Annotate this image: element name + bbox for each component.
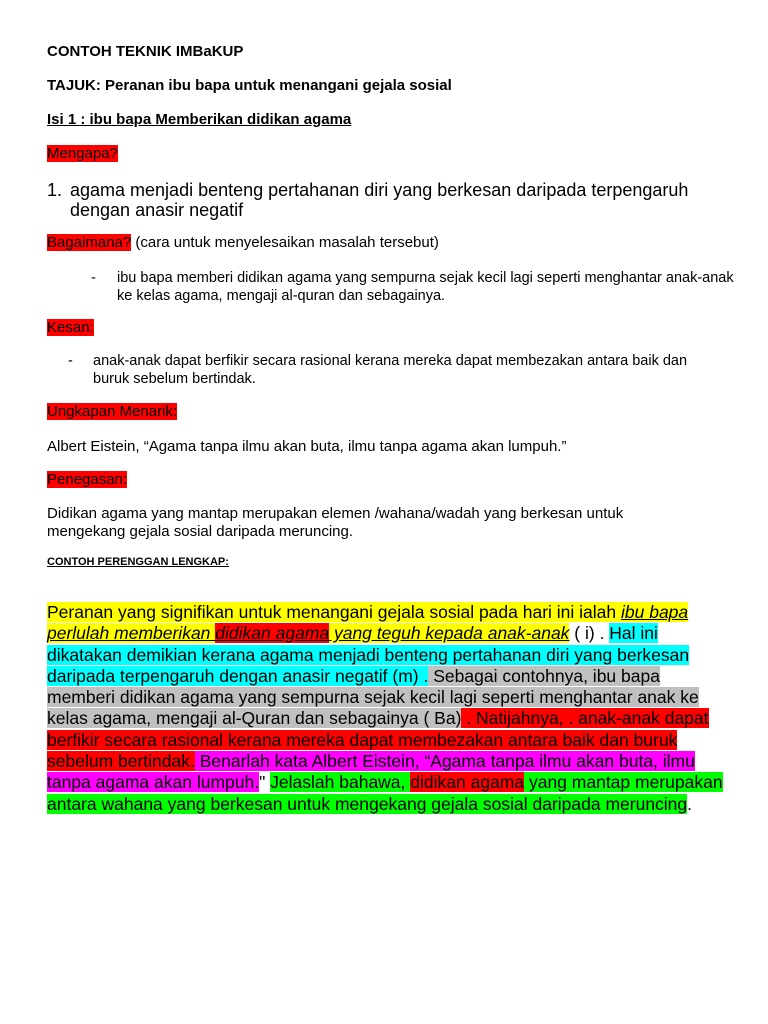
paragraph-reason: kerana agama menjadi benteng pertahanan diri yang berkesan daripada terpengaruh dengan anasir negatif (m) . [47,644,690,686]
paragraph-main-idea-end: yang teguh kepada anak-anak [329,623,570,644]
isi-heading: Isi 1 : ibu bapa Memberikan didikan agama [47,111,352,128]
point-number: 1. [47,180,63,200]
kesan-section [47,319,94,337]
bagaimana-label: Bagaimana? [47,234,132,251]
kesan-item-text: anak-anak dapat berfikir secara rasional kerana mereka dapat membezakan antara baik dan buruk sebelum bertindak. [93,353,688,387]
complete-paragraph [47,602,727,815]
dash-bullet: - [91,270,96,286]
paragraph-main-idea: ibu bapa perlulah memberikan [47,602,689,644]
paragraph-quote: Benarlah kata Albert Eistein, “Agama tanpa ilmu akan buta, ilmu tanpa agama akan lumpuh. [47,751,695,793]
dash-bullet: - [68,353,73,369]
bagaimana-item [91,269,768,309]
ungkapan-label: Ungkapan Menarik: [47,403,178,420]
kesan-item [68,352,758,392]
paragraph-conclusion: yang mantap merupakan antara wahana yang berkesan untuk mengekang gejala sosial daripada meruncing [47,772,723,814]
paragraph-quote-close: " [259,772,271,793]
contoh-heading: CONTOH PERENGGAN LENGKAP: [47,556,229,568]
mengapa-section [47,145,118,163]
ungkapan-section [47,403,177,421]
tajuk-heading: TAJUK: Peranan ibu bapa untuk menangani gejala sosial [47,77,452,94]
paragraph-period: . [687,793,693,814]
point-text: agama menjadi benteng pertahanan diri yang berkesan daripada terpengaruh dengan anasir negatif [70,180,689,220]
paragraph-intro: Peranan yang signifikan untuk menangani gejala sosial pada hari ini ialah [47,602,621,622]
numbered-point [47,180,747,222]
document-title: CONTOH TEKNIK IMBaKUP [47,43,244,60]
bagaimana-item-text: ibu bapa memberi didikan agama yang sempurna sejak kecil lagi seperti menghantar anak-anak ke kelas agama, mengaji al-quran dan sebagainya. [117,270,734,304]
mengapa-label: Mengapa? [47,145,118,162]
paragraph-keyword-didikan: didikan agama [215,623,330,644]
paragraph-effect: . Natijahnya, . anak-anak dapat berfikir secara rasional kerana mereka dapat membezakan antara baik dan buruk sebelum bertindak. [47,708,709,772]
paragraph-conclusion-intro: Jelaslah bahawa, [270,772,411,793]
bagaimana-section [47,234,439,252]
penegasan-text: Didikan agama yang mantap merupakan elemen /wahana/wadah yang berkesan untuk mengekang gejala sosial daripada meruncing. [47,505,624,540]
paragraph-example: Sebagai contohnya, ibu bapa memberi didikan agama yang sempurna sejak kecil lagi seperti menghantar anak ke kelas agama, mengaji al-Quran dan sebagainya ( Ba) [47,665,699,729]
kesan-label: Kesan: [47,319,94,336]
ungkapan-quote: Albert Eistein, “Agama tanpa ilmu akan buta, ilmu tanpa agama akan lumpuh.” [47,438,567,455]
paragraph-marker-i: ( i) . [569,623,610,644]
penegasan-label: Penegasan: [47,471,128,488]
paragraph-connector-hal: Hal ini dikatakan demikian [47,623,658,665]
paragraph-keyword-didikan-2: didikan agama [410,772,525,793]
penegasan-section [47,471,127,489]
bagaimana-note: (cara untuk menyelesaikan masalah tersebut) [131,234,439,251]
